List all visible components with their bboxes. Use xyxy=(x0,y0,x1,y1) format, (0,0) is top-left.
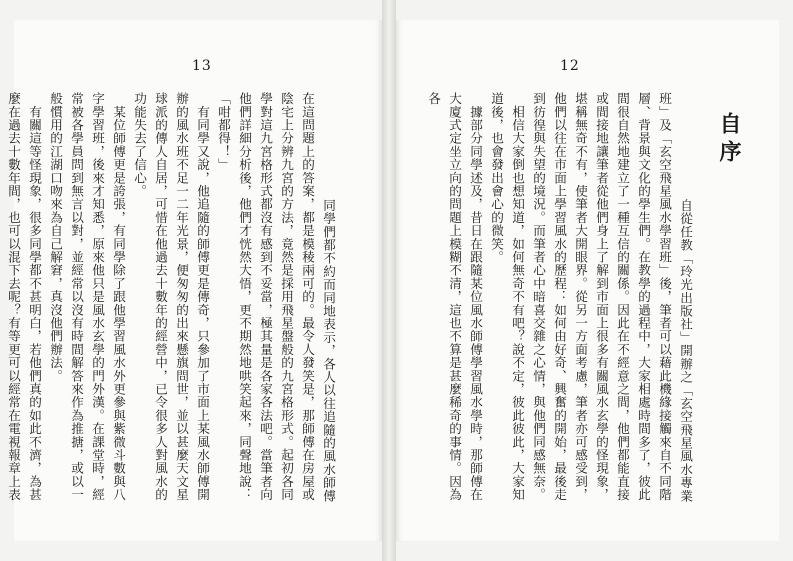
page-number-right: 12 xyxy=(560,58,580,74)
right-page-body xyxy=(426,92,717,504)
left-page-body xyxy=(6,92,360,504)
left-paragraph-3: 某位師傅更是誇張，有同學除了跟他學習風水外更參與紫微斗數與八字學習班，後來才知悉，原來他只是風水玄學的門外漢。在課堂時，經常被各學員問到無言以對，並經常以沒有時間解答來作為推搪，或以一般慣用的江湖口吻來為自己解窘，真沒他們辦法。 xyxy=(48,92,126,502)
right-paragraph-3: 據部分同學述及，昔日在跟隨某位風水師傅學習風水學時，那師傅在大廈式定坐立向的問題上模糊不清，這也不算是甚麼稀奇的事情。因為各 xyxy=(426,92,483,502)
preface-heading: 自序 xyxy=(716,112,742,168)
page-number-left: 13 xyxy=(192,58,212,74)
right-paragraph-1: 自從任教「玲光出版社」開辦之「玄空飛星風水專業班」及「玄空飛星風水學習班」後，筆者可以藉此機緣接觸來自不同階層、背景與文化的學生們。在教學的過程中，大家相處時間多了，彼此間很自然地建立了一種互信的關係。因此在不經意之間，他們都能直接或間接地讓筆者從他們身上了解到市面上很多有關風水玄學的怪現象，堪稱無奇不有，使筆者大開眼界。從另一方面考慮，筆者亦可感受到，他們以往在市面上學習風水的歷程：如何由好奇、興奮的開始，最後走到彷徨與失望的境況。而筆者心中暗喜交雜之心情，與他們同感無奈。 xyxy=(531,92,693,503)
left-paragraph-2: 有同學又說，他追隨的師傅更是傳奇，只參加了市面上某風水師傅開辦的風水班不足一二年光景，便匆匆的出來懸旗問世，並以甚麼天文星球派的傳人自居，可惜在他過去十數年的經營中，已令很多人對風水的功能失去了信心。 xyxy=(132,92,210,502)
left-page xyxy=(6,20,382,541)
left-paragraph-1: 同學們都不約而同地表示，各人以往追隨的風水師傅在這問題上的答案，都是模稜兩可的。最令人發笑是，那師傅在房屋或陰宅上分辨九宮的方法，竟然是採用飛星盤般的九宮格形式。起初各同學對這九宮格形式都沒有感到不妥當，極其量是各家各法吧。當筆者向他們詳細分析後，他們才恍然大悟，更不期然地哄笑起來，同聲地說：「咁都得！」 xyxy=(216,92,336,503)
right-page xyxy=(396,20,779,541)
right-paragraph-2: 相信大家倒也想知道，如何無奇不有吧？說不定，彼此彼此，大家知道後，也會發出會心的微笑。 xyxy=(489,92,525,502)
left-paragraph-4: 有關這等怪現象，很多同學都不甚明白，若他們真的如此不濟，為甚麼在過去十數年間，也可以混下去呢？有等更可以經常在電視報章上表 xyxy=(6,92,42,502)
book-gutter xyxy=(382,0,396,561)
